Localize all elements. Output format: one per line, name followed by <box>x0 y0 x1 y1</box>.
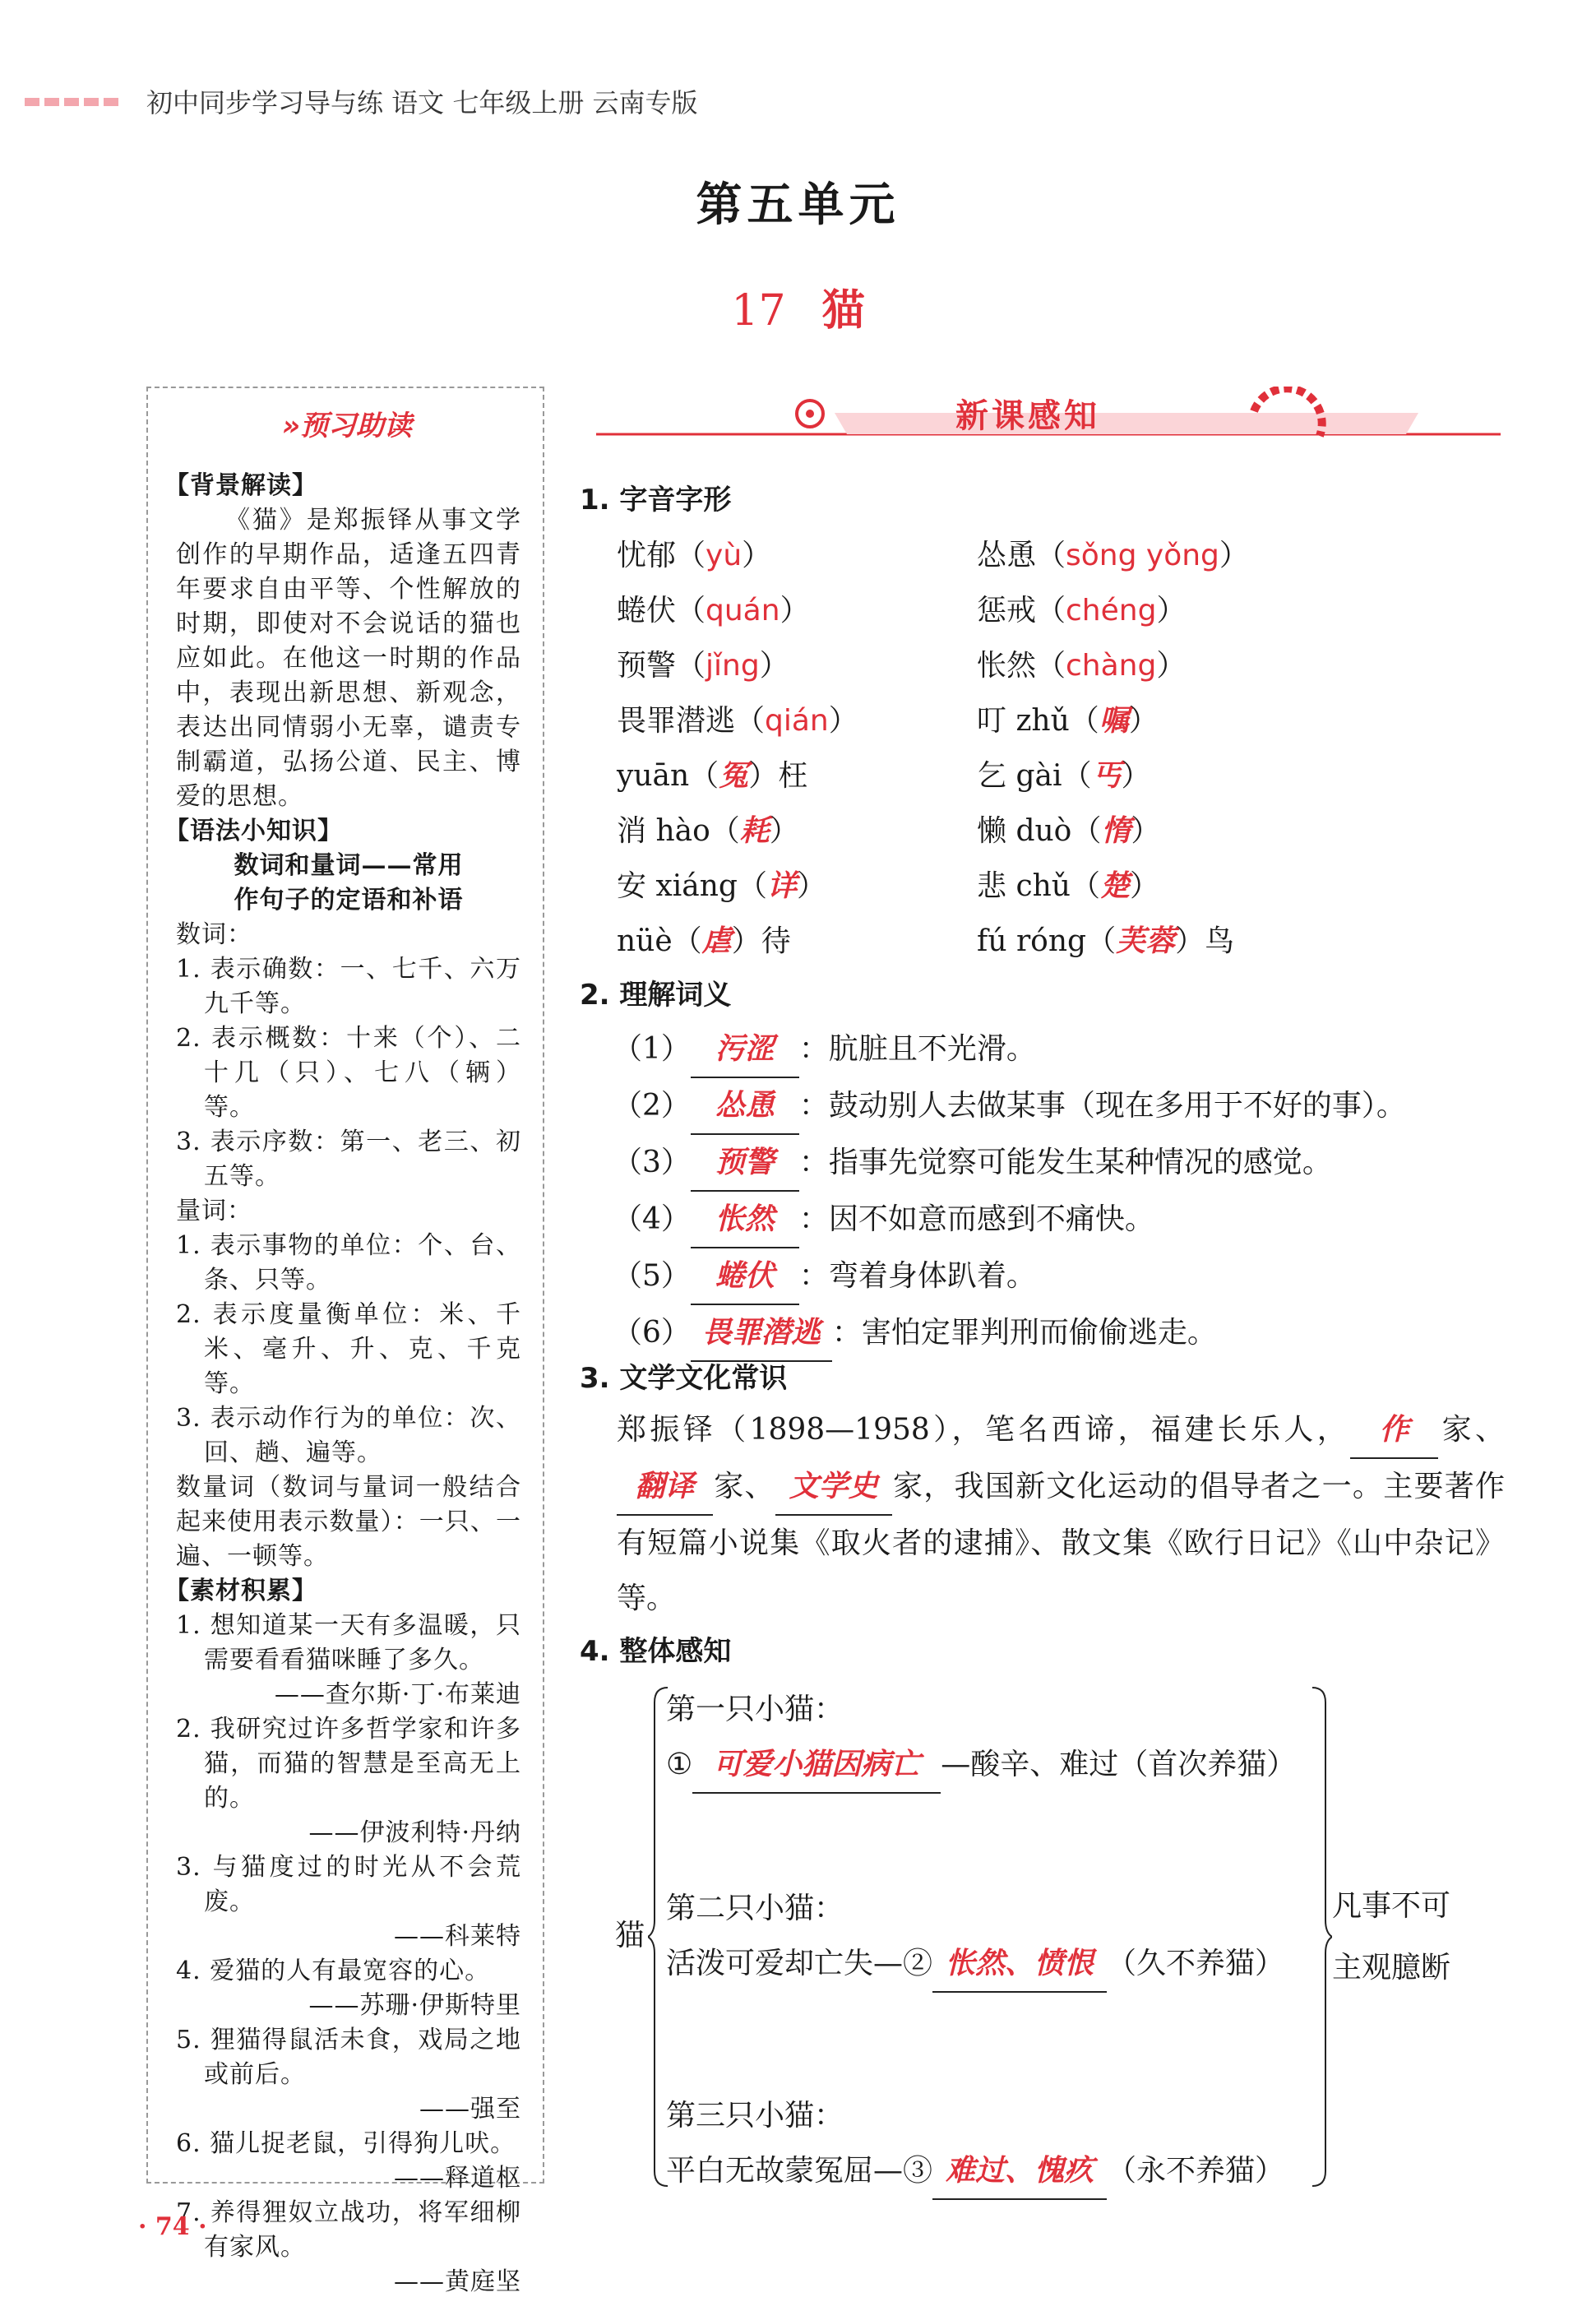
pinyin-item: 懒 duò（惰） <box>977 814 1161 848</box>
q1-right-column <box>977 528 1249 969</box>
quote-text: 2. 我研究过许多哲学家和许多猫，而猫的智慧是至高无上的。 <box>176 1715 521 1813</box>
background-text: 《猫》是郑振铎从事文学创作的早期作品，适逢五四青年要求自由平等、个性解放的时期，即使对不会说话的猫也应如此。在他这一时期的作品中，表现出新思想、新观念，表达出同情弱小无辜，谴责专制霸道，弘扬公道、民主、博爱的思想。 <box>176 506 521 811</box>
lesson-number: 17 <box>731 286 786 336</box>
tree-root: 猫 <box>615 1919 645 1952</box>
cat1-label: 第一只小猫： <box>666 1693 844 1726</box>
tree-branches <box>666 1682 1296 2200</box>
quote-text: 1. 想知道某一天有多温暖，只需要看看猫咪睡了多久。 <box>176 1611 521 1674</box>
pinyin-item: 蜷伏（quán） <box>617 594 810 628</box>
numeral-item: 1. 表示确数：一、七千、六万九千等。 <box>176 955 521 1018</box>
pinyin-item: 畏罪潜逃（qián） <box>617 704 858 738</box>
numeral-item: 3. 表示序数：第一、老三、初五等。 <box>176 1128 521 1191</box>
grammar-subtitle: 数词和量词——常用 <box>234 851 464 880</box>
quote-text: 6. 猫儿捉老鼠，引得狗儿吠。 <box>176 2129 516 2158</box>
definition-item: （6） 畏罪潜逃 ：害怕定罪判刑而偷偷逃走。 <box>613 1305 1406 1362</box>
quote-author: ——释道枢 <box>394 2164 521 2193</box>
pinyin-item: yuān（冤）枉 <box>617 759 808 793</box>
quote-author: ——科莱特 <box>394 1922 521 1951</box>
pinyin-item: 预警（jǐng） <box>617 649 789 683</box>
pinyin-item: 消 hào（耗） <box>617 814 799 848</box>
definition-item: （4） 怅然 ：因不如意而感到不痛快。 <box>613 1192 1406 1248</box>
numeral-label: 数词： <box>176 920 252 949</box>
background-heading: 【背景解读】 <box>164 471 317 500</box>
cat2-line: 活泼可爱却亡失—② 怅然、愤恨 （久不养猫） <box>666 1936 1296 1993</box>
q2-heading: 2. 理解词义 <box>580 979 732 1012</box>
pinyin-item: 安 xiáng（详） <box>617 869 826 903</box>
measure-item: 3. 表示动作行为的单位：次、回、趟、遍等。 <box>176 1404 521 1467</box>
quote-author: ——苏珊·伊斯特里 <box>308 1991 521 2020</box>
definition-item: （5） 蜷伏 ：弯着身体趴着。 <box>613 1248 1406 1305</box>
quote-author: ——黄庭坚 <box>394 2267 521 2296</box>
q1-heading: 1. 字音字形 <box>580 484 732 516</box>
sidebar-heading: »预习助读 <box>281 410 413 442</box>
q3-paragraph: 郑振铎（1898—1958），笔名西谛，福建长乐人， 作 家、翻译 家、 文学史 家，我国新文化运动的倡导者之一。主要著作有短篇小说集《取火者的逮捕》、散文集《欧行日记》《山中杂记》等。 <box>617 1402 1505 1626</box>
pinyin-item: 悲 chǔ（楚） <box>977 869 1160 903</box>
numeral-item: 2. 表示概数：十来（个）、二十几（只）、七八（辆）等。 <box>176 1024 521 1122</box>
pinyin-item: 惩戒（chéng） <box>977 594 1187 628</box>
conclusion <box>1332 1875 1450 1998</box>
pinyin-item: 乞 gài（丐） <box>977 759 1151 793</box>
pinyin-item: fú róng（芙蓉）鸟 <box>977 924 1235 958</box>
banner-title: 新课感知 <box>955 396 1100 435</box>
numeral-measure-text: 数量词（数词与量词一般结合起来使用表示数量）：一只、一遍、一顿等。 <box>176 1473 521 1571</box>
page-number: · 74 · <box>138 2212 207 2241</box>
q4-heading: 4. 整体感知 <box>580 1635 732 1668</box>
quote-author: ——伊波利特·丹纳 <box>308 1818 521 1847</box>
unit-title: 第五单元 <box>696 178 900 232</box>
material-heading: 【素材积累】 <box>164 1577 317 1605</box>
grammar-heading: 【语法小知识】 <box>164 817 343 845</box>
lesson-title <box>0 276 1596 337</box>
quote-text: 5. 狸猫得鼠活未食，戏局之地或前后。 <box>176 2026 521 2089</box>
quote-text: 3. 与猫度过的时光从不会荒废。 <box>176 1853 521 1916</box>
q2-list <box>613 1021 1406 1362</box>
q1-left-column <box>617 528 858 969</box>
quote-text: 7. 养得狸奴立战功，将军细柳有家风。 <box>176 2198 521 2262</box>
grammar-subtitle: 作句子的定语和补语 <box>234 886 464 915</box>
pinyin-item: nüè（虐）待 <box>617 924 791 958</box>
chevron-right-icon: » <box>281 410 301 442</box>
q3-heading: 3. 文学文化常识 <box>580 1362 788 1395</box>
definition-item: （1） 污涩 ：肮脏且不光滑。 <box>613 1021 1406 1078</box>
lesson-name: 猫 <box>821 285 865 336</box>
right-brace <box>1307 1686 1332 2188</box>
cat2-label: 第二只小猫： <box>666 1892 844 1925</box>
quote-text: 4. 爱猫的人有最宽容的心。 <box>176 1957 491 1985</box>
measure-item: 1. 表示事物的单位：个、台、条、只等。 <box>176 1231 521 1294</box>
pinyin-item: 怂恿（sǒng yǒng） <box>977 539 1249 572</box>
measure-label: 量词： <box>176 1197 252 1225</box>
conclusion-line: 主观臆断 <box>1332 1951 1451 1984</box>
cat1-line: ① 可爱小猫因病亡 —酸辛、难过（首次养猫） <box>666 1737 1296 1794</box>
quote-author: ——强至 <box>419 2095 521 2123</box>
book-title: 初中同步学习导与练 语文 七年级上册 云南专版 <box>146 87 698 118</box>
measure-item: 2. 表示度量衡单位：米、千米、毫升、升、克、千克等。 <box>176 1300 521 1398</box>
cat3-label: 第三只小猫： <box>666 2099 844 2133</box>
definition-item: （3） 预警 ：指事先觉察可能发生某种情况的感觉。 <box>613 1135 1406 1192</box>
pinyin-item: 怅然（chàng） <box>977 649 1187 683</box>
quote-author: ——查尔斯·丁·布莱迪 <box>274 1680 521 1709</box>
definition-item: （2） 怂恿 ：鼓动别人去做某事（现在多用于不好的事）。 <box>613 1078 1406 1135</box>
conclusion-line: 凡事不可 <box>1332 1889 1451 1923</box>
header-decoration <box>25 94 123 109</box>
pinyin-item: 叮 zhǔ（嘱） <box>977 704 1159 738</box>
cat3-line: 平白无故蒙冤屈—③ 难过、愧疚 （永不养猫） <box>666 2143 1296 2200</box>
pinyin-item: 忧郁（yù） <box>617 539 772 572</box>
